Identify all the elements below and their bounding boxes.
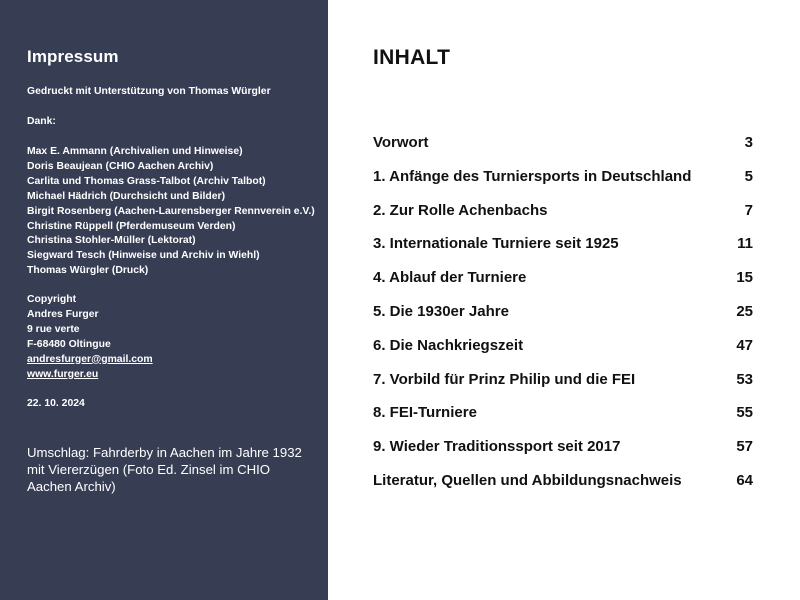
toc-entry-page: 7 — [744, 201, 753, 219]
thanks-label: Dank: — [27, 116, 56, 127]
toc-entry-title: Vorwort — [373, 134, 429, 151]
toc-entry — [373, 166, 753, 200]
toc-entry-title: 5. Die 1930er Jahre — [373, 302, 509, 320]
thanks-entry: Michael Hädrich (Durchsicht und Bilder) — [27, 190, 226, 202]
toc-entry — [373, 233, 753, 267]
toc-entry-title: 1. Anfänge des Turniersports in Deutschland — [373, 167, 692, 185]
contents-panel — [328, 0, 800, 600]
thanks-entry: Thomas Würgler (Druck) — [27, 265, 149, 277]
thanks-list — [27, 145, 315, 279]
contents-title: INHALT — [373, 46, 451, 69]
toc-entry-page: 53 — [736, 370, 753, 388]
impressum-title: Impressum — [27, 47, 119, 66]
impressum-panel — [0, 0, 328, 600]
author-name: Andres Furger — [27, 308, 99, 320]
toc-entry-title: 6. Die Nachkriegszeit — [373, 336, 524, 354]
toc-entry-page: 11 — [737, 235, 753, 253]
email-link[interactable]: andresfurger@gmail.com — [27, 353, 153, 365]
toc-entry — [373, 470, 753, 504]
toc-entry-title: 4. Ablauf der Turniere — [373, 269, 527, 287]
toc-entry-page: 64 — [736, 471, 753, 489]
toc-entry-page: 5 — [744, 167, 753, 185]
toc-entry-title: Literatur, Quellen und Abbildungsnachweis — [373, 471, 682, 489]
toc-entry-page: 47 — [736, 336, 753, 354]
address-city: F-68480 Oltingue — [27, 338, 111, 350]
toc-entry — [373, 402, 753, 436]
thanks-entry: Birgit Rosenberg (Aachen-Laurensberger Rennverein e.V.) — [27, 205, 315, 217]
copyright-label: Copyright — [27, 294, 77, 305]
toc-entry — [373, 267, 753, 301]
toc-entry — [373, 436, 753, 470]
thanks-entry: Max E. Ammann (Archivalien und Hinweise) — [27, 146, 243, 157]
toc-entry-page: 3 — [744, 134, 753, 151]
toc-entry — [373, 301, 753, 335]
toc-entry-page: 57 — [736, 438, 753, 456]
thanks-entry: Christina Stohler-Müller (Lektorat) — [27, 235, 196, 247]
toc-entry-title: 2. Zur Rolle Achenbachs — [373, 201, 548, 219]
toc-entry-page: 55 — [736, 404, 753, 422]
copyright-block — [27, 293, 153, 382]
publication-date: 22. 10. 2024 — [27, 398, 85, 409]
toc-entry — [373, 369, 753, 403]
toc-entry-title: 3. Internationale Turniere seit 1925 — [373, 235, 619, 253]
toc-entry — [373, 132, 753, 166]
website-link[interactable]: www.furger.eu — [27, 368, 99, 380]
toc-entry-page: 25 — [736, 302, 753, 320]
table-of-contents — [373, 132, 753, 504]
thanks-entry: Christine Rüppell (Pferdemuseum Verden) — [27, 220, 236, 232]
toc-entry-title: 9. Wieder Traditionssport seit 2017 — [373, 438, 621, 456]
toc-entry-page: 15 — [736, 269, 753, 287]
thanks-entry: Carlita und Thomas Grass-Talbot (Archiv Talbot) — [27, 175, 266, 187]
toc-entry — [373, 200, 753, 234]
toc-entry — [373, 335, 753, 369]
toc-entry-title: 7. Vorbild für Prinz Philip und die FEI — [373, 370, 636, 388]
cover-caption: Umschlag: Fahrderby in Aachen im Jahre 1932 mit Viererzügen (Foto Ed. Zinsel im CHIO Aachen Archiv) — [27, 445, 302, 494]
thanks-entry: Doris Beaujean (CHIO Aachen Archiv) — [27, 160, 214, 172]
address-street: 9 rue verte — [27, 323, 80, 335]
toc-entry-title: 8. FEI-Turniere — [373, 404, 477, 422]
printed-by-note: Gedruckt mit Unterstützung von Thomas Würgler — [27, 86, 271, 97]
thanks-entry: Siegward Tesch (Hinweise und Archiv in Wiehl) — [27, 250, 260, 262]
